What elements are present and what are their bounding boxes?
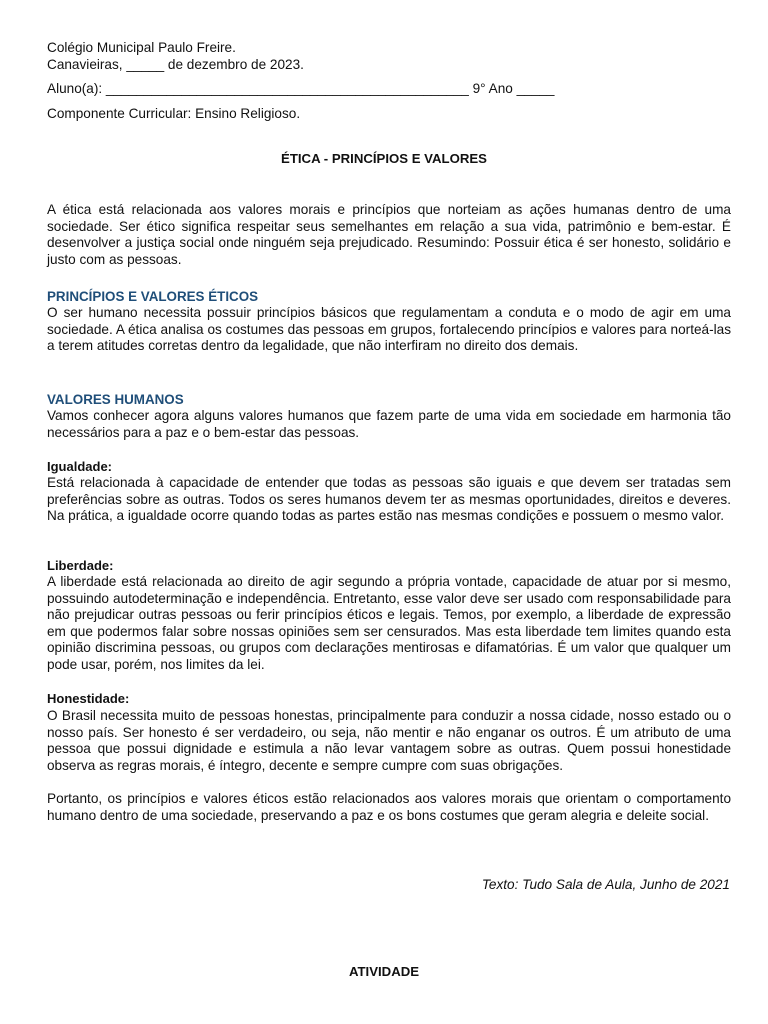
section-heading-values: VALORES HUMANOS: [47, 392, 184, 407]
conclusion-paragraph: Portanto, os princípios e valores éticos estão relacionados aos valores morais que orientam o comportamento humano dentro de uma sociedade, preservando a paz e os bons costumes que geram alegria e deleite social.: [47, 791, 731, 823]
freedom-paragraph: A liberdade está relacionada ao direito de agir segundo a própria vontade, capacidade de atuar por si mesmo, possuindo autodeterminação e independência. Entretanto, esse valor deve ser usado com responsabilidade para não prejudicar outras pessoas ou ferir princípios éticos e legais. Temos, por exemplo, a liberdade de expressão em que podermos falar sobre nossas opiniões sem ser censurados. Mas esta liberdade tem limites quando esta opinião discrimina pessoas, ou grupos com declarações mentirosas e difamatórias. É um valor que qualquer um pode usar, porém, nos limites da lei.: [47, 574, 731, 672]
school-name: Colégio Municipal Paulo Freire.: [47, 40, 236, 55]
section-heading-principles: PRINCÍPIOS E VALORES ÉTICOS: [47, 289, 259, 304]
curricular-component: Componente Curricular: Ensino Religioso.: [47, 106, 301, 121]
equality-heading: Igualdade:: [47, 459, 113, 474]
principles-paragraph: O ser humano necessita possuir princípios básicos que regulamentam a conduta e o modo de agir em uma sociedade. A ética analisa os costumes das pessoas em grupos, fortalecendo princípios e valores para norteá-las a terem atitudes corretas dentro da legalidade, que não interfiram no direito dos demais.: [47, 305, 731, 354]
equality-paragraph: Está relacionada à capacidade de entender que todas as pessoas são iguais e que devem ser tratadas sem preferências sobre as outras. Todos os seres humanos devem ter as mesmas oportunidades, direitos e deveres. Na prática, a igualdade ocorre quando todas as partes estão nas mesmas condições e possuem o mesmo valor.: [47, 475, 731, 524]
place-date: Canavieiras, _____ de dezembro de 2023.: [47, 57, 304, 72]
honesty-paragraph: O Brasil necessita muito de pessoas honestas, principalmente para conduzir a nossa cidade, nosso estado ou o nosso país. Ser honesto é ser verdadeiro, ou seja, não mentir e não enganar os outros. É um atributo de uma pessoa que possui dignidade e estimula a não levar vantagem sobre as outras. Quem possui honestidade observa as regras morais, é íntegro, decente e sempre cumpre com suas obrigações.: [47, 708, 731, 773]
intro-paragraph: A ética está relacionada aos valores morais e princípios que norteiam as ações humanas dentro de uma sociedade. Ser ético significa respeitar seus semelhantes em relação a sua vida, patrimônio e bem-estar. É desenvolver a justiça social onde ninguém seja prejudicado. Resumindo: Possuir ética é ser honesto, solidário e justo com as pessoas.: [47, 202, 731, 267]
source-citation: Texto: Tudo Sala de Aula, Junho de 2021: [481, 877, 730, 892]
page-title: ÉTICA - PRINCÍPIOS E VALORES: [281, 151, 487, 166]
student-line: Aluno(a): ________________________________________________ 9° Ano _____: [47, 81, 555, 96]
honesty-heading: Honestidade:: [47, 691, 130, 706]
freedom-heading: Liberdade:: [47, 558, 114, 573]
values-paragraph: Vamos conhecer agora alguns valores humanos que fazem parte de uma vida em sociedade em harmonia tão necessários para a paz e o bem-estar das pessoas.: [47, 408, 731, 440]
activity-title: ATIVIDADE: [348, 964, 420, 979]
